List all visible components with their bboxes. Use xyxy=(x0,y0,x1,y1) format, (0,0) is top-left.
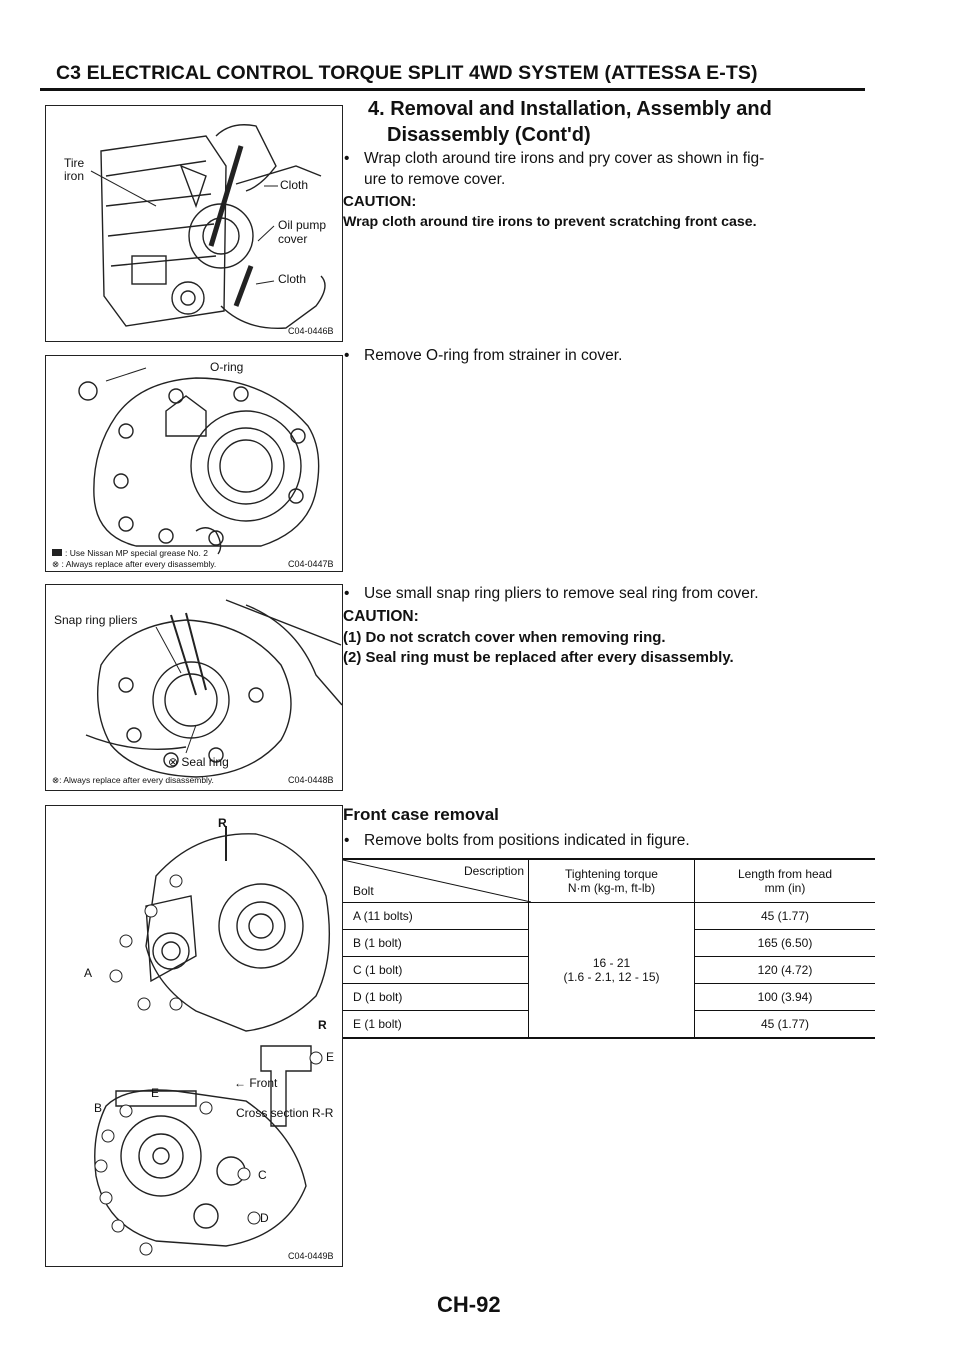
step-wrap-cloth-line2: ure to remove cover. xyxy=(364,171,506,188)
length-cell: 100 (3.94) xyxy=(757,990,813,1004)
front-case-title: Front case removal xyxy=(343,805,499,824)
bolt-cell: C (1 bolt) xyxy=(343,957,529,984)
torque-value-line2: (1.6 - 2.1, 12 - 15) xyxy=(563,970,660,984)
caution-text: Wrap cloth around tire irons to prevent scratching front case. xyxy=(343,214,757,230)
label-cross-section: Cross section R-R xyxy=(236,1106,334,1120)
caution-item-2: (2) Seal ring must be replaced after every disassembly. xyxy=(343,649,734,666)
bullet-icon: • xyxy=(344,150,350,167)
label-cover: cover xyxy=(278,232,308,246)
step-remove-bolts-text: Remove bolts from positions indicated in figure. xyxy=(364,832,690,849)
header-length-line1: Length from head xyxy=(737,867,833,881)
figure-front-case-bolt-locations xyxy=(45,805,343,1267)
figure4-illustration xyxy=(46,806,342,1266)
table-row xyxy=(343,903,875,930)
grease-icon xyxy=(52,549,62,556)
bolt-cell: D (1 bolt) xyxy=(343,984,529,1011)
label-bolt-a: A xyxy=(84,966,93,980)
label-iron: iron xyxy=(64,169,85,183)
figure-code: C04-0448B xyxy=(288,775,334,785)
label-cloth-upper: Cloth xyxy=(280,178,309,192)
caution-item-1: (1) Do not scratch cover when removing ring. xyxy=(343,629,666,646)
label-front xyxy=(234,1076,277,1090)
figure-code: C04-0447B xyxy=(288,559,334,569)
label-r-side: R xyxy=(318,1018,327,1032)
label-seal-ring xyxy=(168,755,229,769)
note-replace-text: : Always replace after every disassembly. xyxy=(59,775,214,785)
bullet-icon: • xyxy=(344,832,350,849)
bolt-cell: A (11 bolts) xyxy=(343,903,529,930)
label-cloth-lower: Cloth xyxy=(278,272,307,286)
label-bolt-b: B xyxy=(94,1101,103,1115)
label-bolt-d: D xyxy=(260,1211,269,1225)
figure-oil-pump-cover-removal xyxy=(45,105,343,342)
note-grease-text: : Use Nissan MP special grease No. 2 xyxy=(65,548,208,558)
label-r-top: R xyxy=(218,816,227,830)
arrow-left-icon: ← xyxy=(234,1076,246,1090)
label-snap-ring-pliers: Snap ring pliers xyxy=(54,613,138,627)
header-bolt-description xyxy=(343,859,529,903)
length-cell: 120 (4.72) xyxy=(757,963,813,977)
header-length xyxy=(695,859,876,903)
bullet-icon: • xyxy=(344,347,350,364)
note-replace xyxy=(52,559,216,570)
page-number: CH-92 xyxy=(437,1292,501,1317)
section-title-line2: Disassembly (Cont'd) xyxy=(387,124,591,146)
label-bolt-c: C xyxy=(258,1168,267,1182)
step-remove-seal-ring-text: Use small snap ring pliers to remove seal ring from cover. xyxy=(364,585,759,602)
caution-label: CAUTION: xyxy=(343,608,419,625)
bolt-spec-table xyxy=(343,858,875,1039)
step-wrap-cloth-line1: Wrap cloth around tire irons and pry cover as shown in fig- xyxy=(364,150,765,167)
page-header-title: C3 ELECTRICAL CONTROL TORQUE SPLIT 4WD SYSTEM (ATTESSA E-TS) xyxy=(56,62,758,84)
replace-icon: ⊗ xyxy=(52,775,60,785)
section-title-line1: 4. Removal and Installation, Assembly and xyxy=(368,98,772,120)
table-header-row xyxy=(343,859,875,903)
bullet-icon: • xyxy=(344,585,350,602)
step-remove-oring-text: Remove O-ring from strainer in cover. xyxy=(364,347,623,364)
header-bolt: Bolt xyxy=(353,884,374,898)
torque-value-line1: 16 - 21 xyxy=(592,956,631,970)
header-torque-line2: N·m (kg-m, ft-lb) xyxy=(567,881,656,895)
label-oring: O-ring xyxy=(210,360,244,374)
length-cell: 45 (1.77) xyxy=(760,1017,810,1031)
section-title xyxy=(368,96,772,148)
label-tire: Tire xyxy=(64,156,85,170)
header-description: Description xyxy=(463,864,524,878)
label-bolt-e: E xyxy=(151,1086,160,1100)
note-replace xyxy=(52,775,214,786)
bolt-cell: B (1 bolt) xyxy=(343,930,529,957)
label-front-text: Front xyxy=(249,1076,278,1090)
length-cell: 45 (1.77) xyxy=(760,909,810,923)
note-grease xyxy=(52,548,208,558)
bolt-cell: E (1 bolt) xyxy=(343,1011,529,1039)
note-replace-text: : Always replace after every disassembly. xyxy=(61,559,217,569)
figure-code: C04-0446B xyxy=(288,326,334,336)
header-length-line2: mm (in) xyxy=(764,881,806,895)
label-oil-pump: Oil pump xyxy=(278,218,327,232)
header-torque-line1: Tightening torque xyxy=(565,867,658,881)
replace-icon: ⊗ xyxy=(52,559,60,569)
figure-oring-removal xyxy=(45,355,343,572)
torque-cell xyxy=(529,903,695,1039)
header-torque xyxy=(529,859,695,903)
figure-seal-ring-removal xyxy=(45,584,343,791)
caution-label: CAUTION: xyxy=(343,193,417,210)
figure-code: C04-0449B xyxy=(288,1251,334,1261)
replace-icon: ⊗ xyxy=(168,755,179,769)
label-bolt-e-top: E xyxy=(326,1050,335,1064)
header-rule xyxy=(40,88,865,91)
label-seal-ring-text: Seal ring xyxy=(181,755,229,769)
length-cell: 165 (6.50) xyxy=(757,936,813,950)
figure2-illustration xyxy=(46,356,342,571)
